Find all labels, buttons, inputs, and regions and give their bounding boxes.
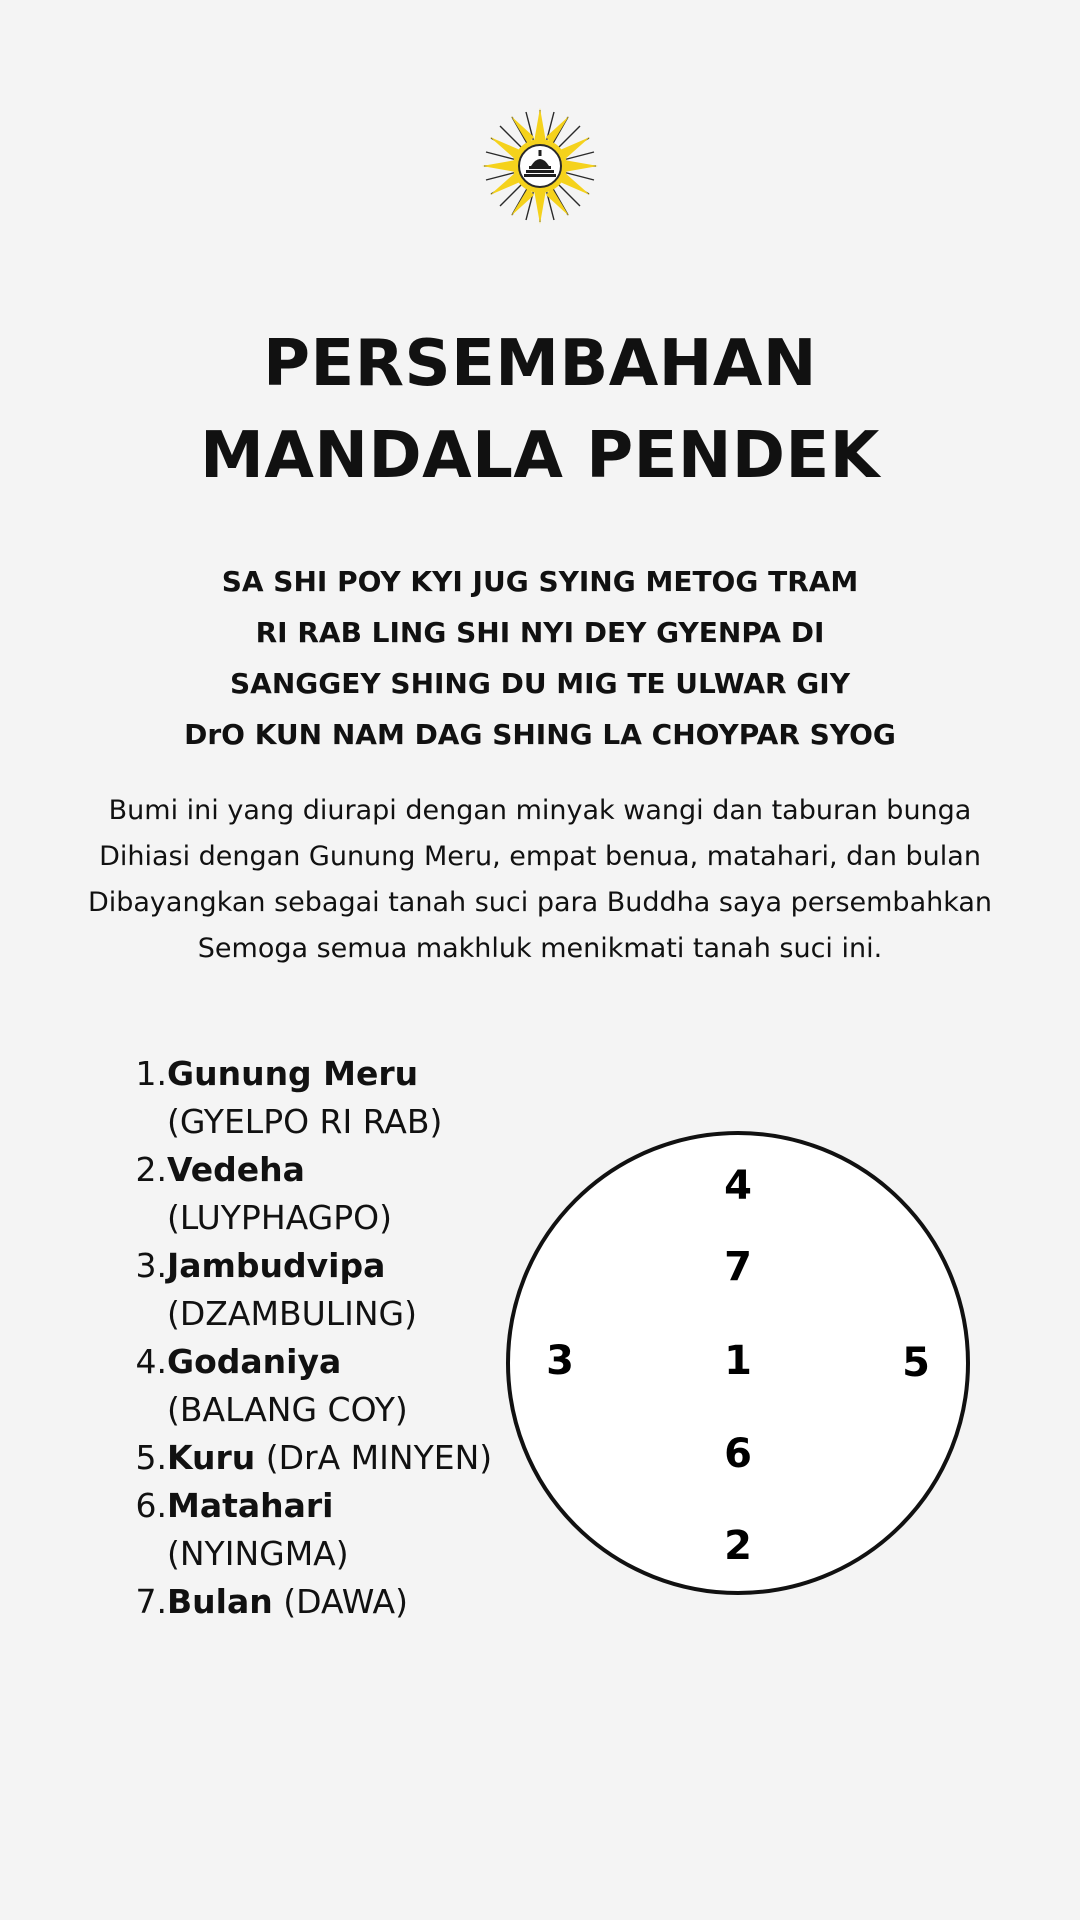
list-item-detail: (DAWA) xyxy=(283,1582,408,1621)
mandala-diagram xyxy=(505,1130,971,1596)
list-item-body xyxy=(167,1338,498,1434)
list-item-detail: (DrA MINYEN) xyxy=(265,1438,493,1477)
page-title xyxy=(0,318,1080,502)
list-item-body xyxy=(167,1146,498,1242)
mantra-line: RI RAB LING SHI NYI DEY GYENPA DI xyxy=(255,616,825,649)
list-item-name: Gunung Meru xyxy=(167,1054,419,1093)
list-item-number: 4. xyxy=(135,1342,167,1381)
mantra-line: SANGGEY SHING DU MIG TE ULWAR GIY xyxy=(230,667,850,700)
list-item xyxy=(128,1050,498,1146)
list-item-body xyxy=(167,1242,498,1338)
mandala-label-1: 1 xyxy=(724,1338,752,1384)
list-item xyxy=(128,1242,498,1338)
title-line: MANDALA PENDEK xyxy=(200,419,880,493)
list-item-detail: (BALANG COY) xyxy=(167,1390,408,1429)
mantra-line: DrO KUN NAM DAG SHING LA CHOYPAR SYOG xyxy=(184,718,896,751)
list-item xyxy=(128,1434,498,1482)
list-item-detail: (GYELPO RI RAB) xyxy=(167,1102,443,1141)
list-item-detail: (NYINGMA) xyxy=(167,1534,349,1573)
translation-line: Dibayangkan sebagai tanah suci para Buddha saya persembahkan xyxy=(87,887,993,918)
mandala-label-6: 6 xyxy=(724,1431,752,1477)
list-item-name: Godaniya xyxy=(167,1342,342,1381)
mandala-label-4: 4 xyxy=(724,1163,752,1209)
mandala-label-5: 5 xyxy=(902,1340,930,1386)
list-item xyxy=(128,1146,498,1242)
list-item-name: Matahari xyxy=(167,1486,334,1525)
list-item-name: Bulan xyxy=(167,1582,273,1621)
mandala-label-2: 2 xyxy=(724,1523,752,1569)
offering-list xyxy=(128,1050,498,1626)
list-item-number: 5. xyxy=(135,1438,167,1477)
list-item xyxy=(128,1482,498,1578)
list-item-body xyxy=(167,1434,498,1482)
list-item-name: Kuru xyxy=(167,1438,256,1477)
list-item xyxy=(128,1338,498,1434)
list-item-body xyxy=(167,1050,498,1146)
mantra-line: SA SHI POY KYI JUG SYING METOG TRAM xyxy=(221,565,859,598)
list-item xyxy=(128,1578,498,1626)
list-item-body xyxy=(167,1482,498,1578)
mandala-label-3: 3 xyxy=(546,1338,574,1384)
list-item-name: Vedeha xyxy=(167,1150,305,1189)
list-item-body xyxy=(167,1578,498,1626)
title-line: PERSEMBAHAN xyxy=(263,327,817,401)
list-item-number: 7. xyxy=(135,1582,167,1621)
translation-line: Bumi ini yang diurapi dengan minyak wangi dan taburan bunga xyxy=(108,795,972,826)
list-item-number: 6. xyxy=(135,1486,167,1525)
buddhist-emblem-icon xyxy=(480,106,600,226)
translation-text xyxy=(0,788,1080,972)
list-item-number: 1. xyxy=(135,1054,167,1093)
mandala-label-7: 7 xyxy=(724,1244,752,1290)
list-item-detail: (DZAMBULING) xyxy=(167,1294,417,1333)
translation-line: Semoga semua makhluk menikmati tanah suci ini. xyxy=(197,933,883,964)
list-item-number: 3. xyxy=(135,1246,167,1285)
list-item-number: 2. xyxy=(135,1150,167,1189)
mantra-text xyxy=(0,556,1080,760)
translation-line: Dihiasi dengan Gunung Meru, empat benua, matahari, dan bulan xyxy=(99,841,981,872)
list-item-name: Jambudvipa xyxy=(167,1246,386,1285)
list-item-detail: (LUYPHAGPO) xyxy=(167,1198,392,1237)
